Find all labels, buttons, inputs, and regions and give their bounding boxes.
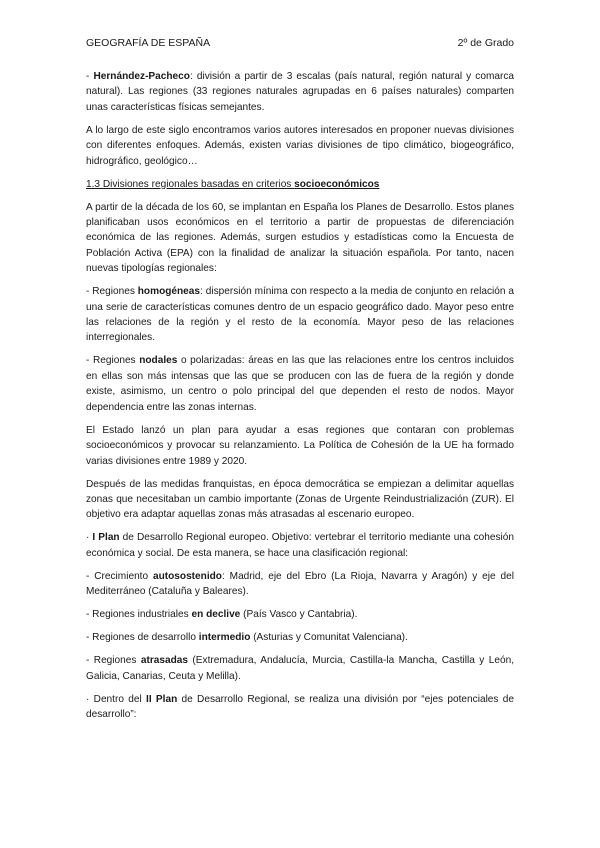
author-name: Hernández-Pacheco [93,71,190,82]
paragraph-estado-plan: El Estado lanzó un plan para ayudar a esas regiones que contaran con problemas socioeconómicos y provocar su relanzamiento. La Política de Cohesión de la UE ha formado varias divisiones entre 1989 y 2020. [86,424,514,467]
page-header [86,37,514,53]
document-body [86,69,514,730]
list-item-declive: - Regiones industriales en declive (País Vasco y Cantabria). [86,609,358,621]
paragraph-zur: Después de las medidas franquistas, en época democrática se empiezan a delimitar aquellas zonas que necesitaban un cambio importante (Zonas de Urgente Reindustrialización (ZUR). El objetivo era adaptar aquellas zonas más atrasadas al escenario europeo. [86,478,514,521]
paragraph-hernandez-pacheco: - Hernández-Pacheco: división a partir de 3 escalas (país natural, región natural y comarca natural). Las regiones (33 regiones naturales agrupadas en 6 países naturales) comparten unas características físicas semejantes. [86,71,515,113]
paragraph-planes-desarrollo: A partir de la década de los 60, se implantan en España los Planes de Desarrollo. Estos planes planificaban usos económicos en el territorio a partir de propuestas de diferenciación económica de las regiones. Además, surgen estudios y estadísticas como la Encuesta de Población Activa (EPA) con la finalidad de analizar la situación española. Por tanto, nacen nuevas tipologías regionales: [86,201,514,275]
header-grade: 2º de Grado [457,37,514,49]
header-course-title: GEOGRAFÍA DE ESPAÑA [86,37,211,49]
section-heading: 1.3 Divisiones regionales basadas en criterios socioeconómicos [86,178,380,190]
paragraph-other-authors: A lo largo de este siglo encontramos varios autores interesados en proponer nuevas divisiones con diferentes enfoques. Además, existen varias divisiones de tipo climático, biogeográfico, hidrográfico, geológico… [86,124,514,167]
list-item-atrasadas: - Regiones atrasadas (Extremadura, Andalucía, Murcia, Castilla-la Mancha, Castilla y León, Galicia, Canarias, Ceuta y Melilla). [86,655,514,682]
list-item-autosostenido: - Crecimiento autosostenido: Madrid, eje del Ebro (La Rioja, Navarra y Aragón) y eje del Mediterráneo (Cataluña y Baleares). [86,570,514,598]
list-item-intermedio: - Regiones de desarrollo intermedio (Asturias y Comunitat Valenciana). [86,632,408,644]
paragraph-i-plan: · I Plan de Desarrollo Regional europeo. Objetivo: vertebrar el territorio mediante una cohesión económica y social. De esta manera, se hace una clasificación regional: [86,532,514,559]
paragraph-regiones-nodales: - Regiones nodales o polarizadas: áreas en las que las relaciones entre los centros incluidos en ellas son más intensas que las que se producen con las de fuera de la región y donde existe, asimismo, un centro o polo principal del que dependen el resto de nodos. Mayor dependencia entre las zonas internas. [86,355,514,413]
paragraph-regiones-homogeneas: - Regiones homogéneas: dispersión mínima con respecto a la media de conjunto en relación a una serie de características comunes dentro de un espacio geográfico dado. Mayor peso entre las relaciones de la región y el resto de la economía. Mayor peso de las relaciones interregionales. [86,286,514,344]
paragraph-ii-plan: · Dentro del II Plan de Desarrollo Regional, se realiza una división por “ejes potenciales de desarrollo”: [86,693,514,720]
